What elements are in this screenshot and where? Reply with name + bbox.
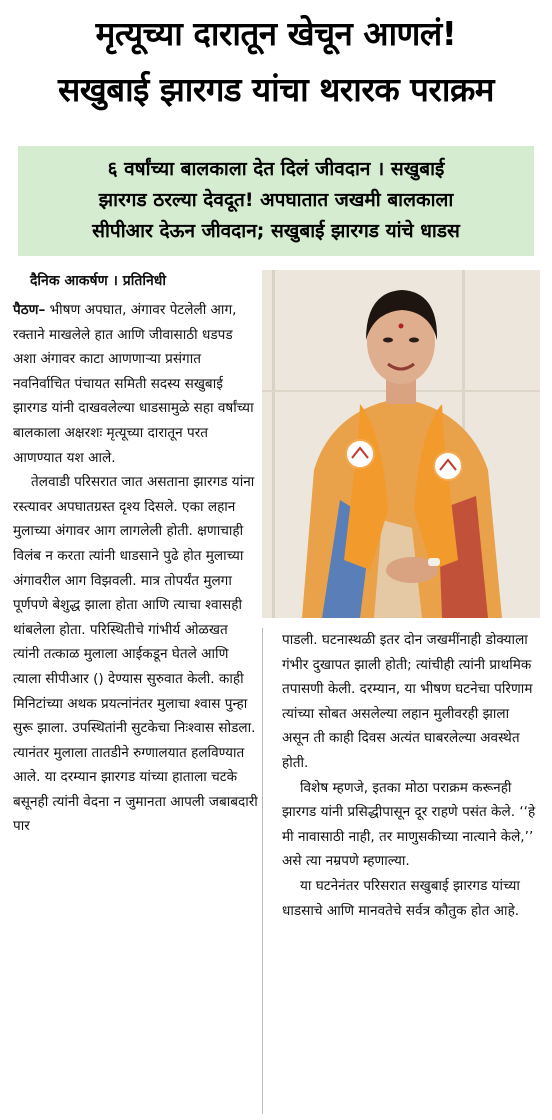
paragraph-2-continued: पाडली. घटनास्थळी इतर दोन जखमींनाही डोक्याला गंभीर दुखापत झाली होती; त्यांचीही त्यांनी प्राथमिक तपासणी केली. दरम्यान, या भीषण घटनेचा परिणाम त्यांच्या सोबत असलेल्या लहान मुलीवरही झाला असून ती काही दिवस अत्यंत घाबरलेल्या अवस्थेत होती.: [282, 632, 533, 771]
headline: [0, 8, 552, 116]
headline-line-2: सखुबाई झारगड यांचा थरारक पराक्रम: [57, 70, 495, 109]
paragraph-1-text: भीषण अपघात, अंगावर पेटलेली आग, रक्ताने माखलेले हात आणि जीवासाठी धडपड अशा अंगावर काटा आणणाऱ्या प्रसंगात नवनिर्वाचित पंचायत समिती सदस्य सखुबाई झारगड यांनी दाखवलेल्या धाडसामुळे सहा वर्षांच्या बालकाला अक्षरशः मृत्यूच्या दारातून परत आणण्यात यश आले.: [13, 302, 254, 466]
subheadline-line-1: ६ वर्षांच्या बालकाला देत दिलं जीवदान । सखुबाई: [107, 158, 445, 180]
subheadline-line-2: झारगड ठरल्या देवदूत! अपघातात जखमी बालकाला: [98, 189, 454, 211]
article-column-1: [13, 298, 258, 839]
paragraph-4: या घटनेनंतर परिसरात सखुबाई झारगड यांच्या धाडसाचे आणि मानवतेचे सर्वत्र कौतुक होत आहे.: [282, 877, 520, 919]
paragraph-1: [13, 298, 258, 470]
paragraph-3: विशेष म्हणजे, इतका मोठा पराक्रम करूनही झारगड यांनी प्रसिद्धीपासून दूर राहणे पसंत केले. ‘‘हे मी नावासाठी नाही, तर माणुसकीच्या नात्याने केले,’’ असे त्या नम्रपणे म्हणाल्या.: [282, 779, 536, 870]
dateline: पैठण–: [13, 302, 46, 318]
column-divider: [262, 628, 263, 1114]
subheadline-line-3: सीपीआर देऊन जीवदान; सखुबाई झारगड यांचे धाडस: [92, 220, 460, 242]
paragraph-2: तेलवाडी परिसरात जात असताना झारगड यांना रस्त्यावर अपघातग्रस्त दृश्य दिसले. एका लहान मुलाच्या अंगावर आग लागलेली होती. क्षणाचाही विलंब न करता त्यांनी धाडसाने पुढे होत मुलाच्या अंगावरील आग विझवली. मात्र तोपर्यंत मुलगा पूर्णपणे बेशुद्ध झाला होता आणि त्याचा श्वासही थांबलेला होता. परिस्थितीचे गांभीर्य ओळखत त्यांनी तत्काळ मुलाला आईकडून घेतले आणि त्याला सीपीआर () देण्यास सुरुवात केली. काही मिनिटांच्या अथक प्रयत्नांनंतर मुलाचा श्वास पुन्हा सुरू झाला. उपस्थितांनी सुटकेचा निःश्वास सोडला. त्यानंतर मुलाला तातडीने रुग्णालयात हलविण्यात आले. या दरम्यान झारगड यांच्या हाताला चटके बसूनही त्यांनी वेदना न जुमानता आपली जबाबदारी पार: [13, 474, 258, 835]
byline: दैनिक आकर्षण । प्रतिनिधी: [30, 273, 166, 289]
portrait-photo: [262, 270, 540, 618]
headline-line-1: मृत्यूच्या दारातून खेचून आणलं!: [95, 14, 457, 53]
subheadline-box: [18, 146, 534, 256]
article-column-2: [282, 628, 540, 923]
portrait-illustration: [262, 270, 540, 618]
